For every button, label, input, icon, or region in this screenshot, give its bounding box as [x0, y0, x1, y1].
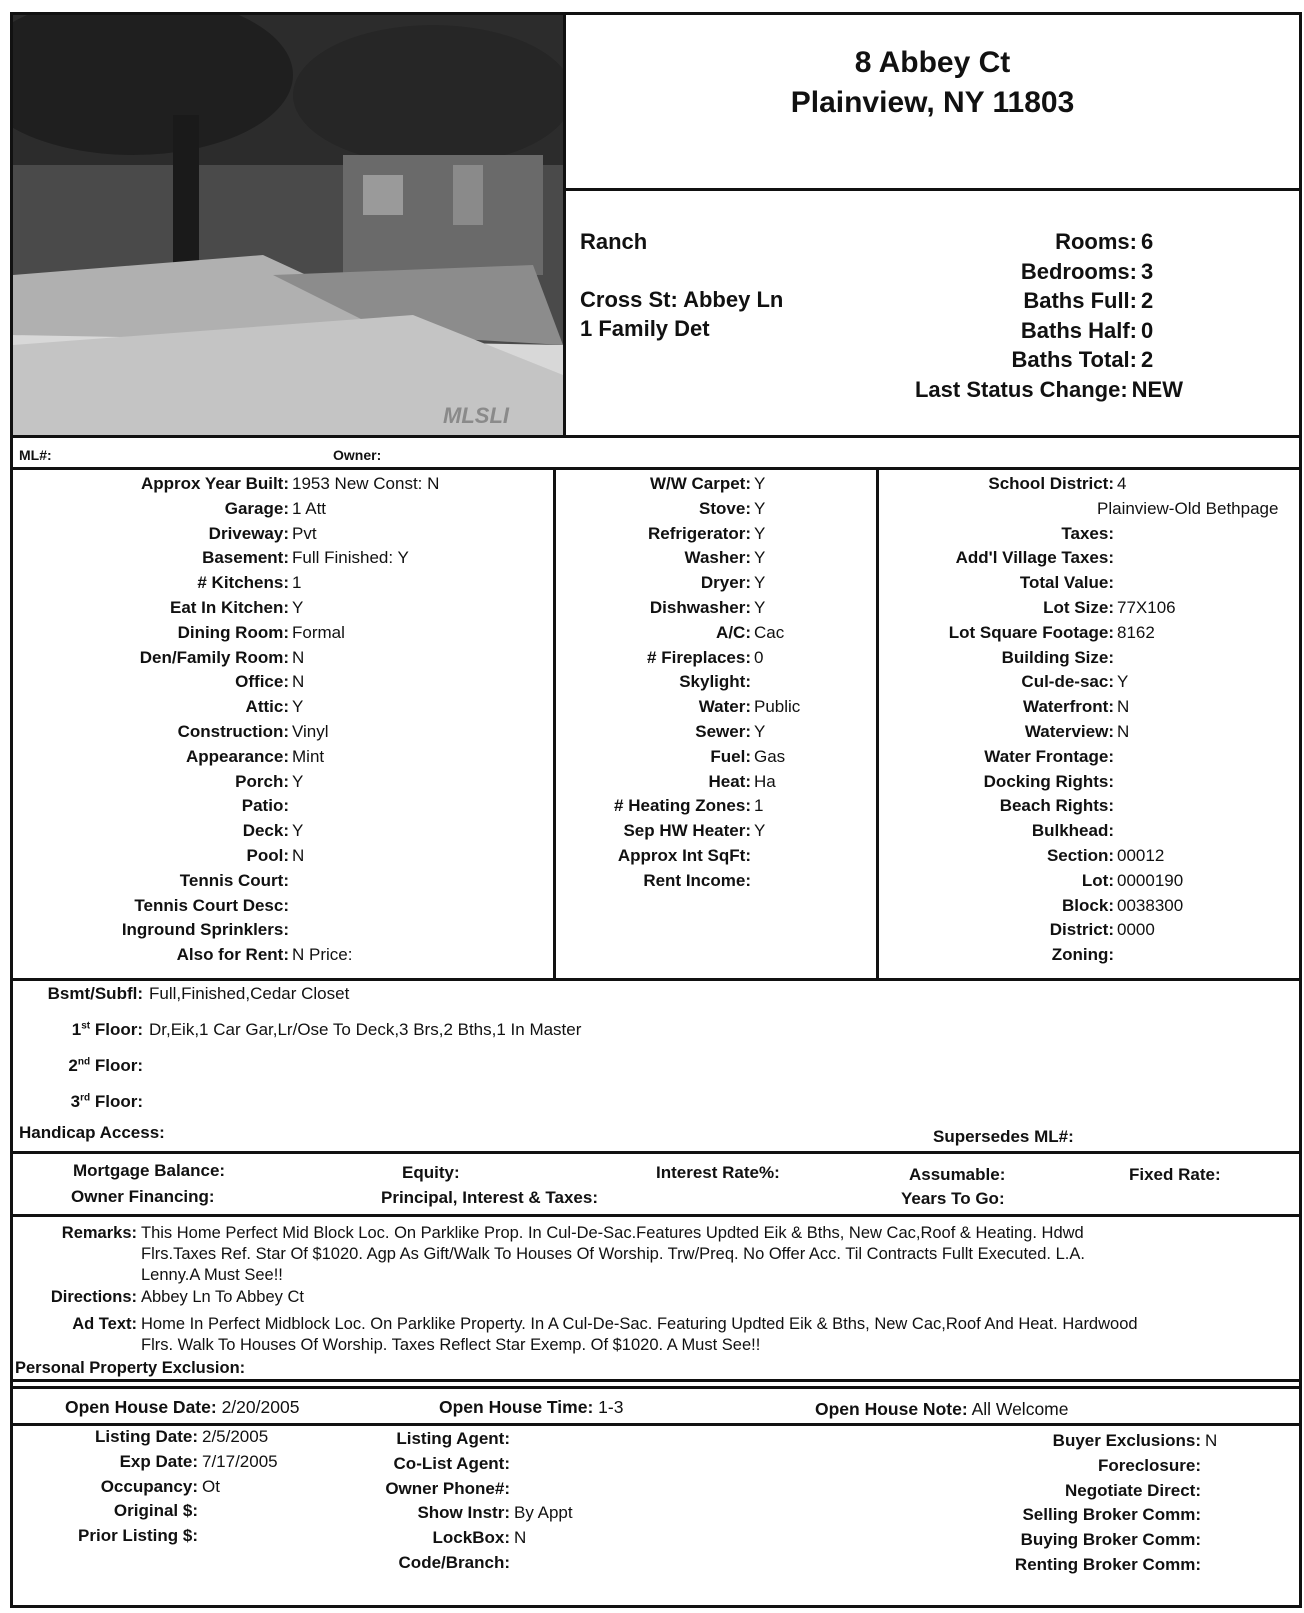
field-label: Docking Rights:: [983, 771, 1114, 791]
directions-value: Abbey Ln To Abbey Ct: [141, 1288, 304, 1306]
field-value: 1: [754, 796, 764, 816]
field-label: District:: [1049, 920, 1114, 940]
field-value: Y: [754, 498, 766, 518]
field-label: Stove:: [699, 498, 751, 518]
field-value: [1114, 745, 1117, 770]
field-value: 0038300: [1117, 895, 1184, 915]
field-value: Y: [754, 821, 766, 841]
divider: [13, 1386, 1299, 1389]
field-label: Beach Rights:: [999, 796, 1114, 816]
field-label: Approx Int SqFt:: [617, 845, 751, 865]
field-label: Listing Agent:: [396, 1429, 510, 1448]
stat-label: Baths Half:: [1020, 317, 1137, 343]
field-label: Cul-de-sac:: [1021, 672, 1114, 692]
cross-street: Cross St: Abbey Ln: [580, 287, 784, 312]
divider: [13, 1151, 1299, 1154]
field-value: N: [1117, 721, 1130, 741]
field-value: Y: [754, 523, 766, 543]
field-label: Buying Broker Comm:: [1020, 1530, 1201, 1550]
field-value: [751, 869, 754, 894]
field-rent-income: [556, 869, 876, 894]
field-eat-in-kitchen: [13, 596, 553, 621]
field-label: Patio:: [241, 796, 289, 816]
open-house-date: Open House Date: 2/20/2005: [65, 1397, 300, 1417]
field-value: 77X106: [1117, 597, 1176, 617]
years-to-go-label: Years To Go:: [901, 1189, 1005, 1208]
field-label: Total Value:: [1019, 573, 1114, 593]
field-label: # Kitchens:: [197, 573, 289, 593]
summary-left: [580, 227, 783, 343]
summary-stat-baths-half: [915, 316, 1183, 346]
field-label: A/C:: [716, 622, 751, 642]
field-foreclosure: [893, 1454, 1217, 1479]
address-city: Plainview, NY 11803: [790, 86, 1075, 119]
field-label: School District:: [988, 474, 1114, 493]
field-value: Y: [754, 474, 766, 493]
field-label: Appearance:: [186, 746, 289, 766]
field-value: [1114, 770, 1117, 795]
house-photo-image: [13, 15, 563, 435]
field-value: [1201, 1479, 1205, 1504]
field-lot-size: [879, 596, 1299, 621]
divider: [13, 978, 1299, 981]
stat-label: Rooms:: [1055, 229, 1137, 254]
field-value: [1114, 794, 1117, 819]
field-lockbox: [263, 1526, 573, 1551]
field-label: Prior Listing $:: [78, 1526, 198, 1546]
field-label: Add'l Village Taxes:: [955, 548, 1114, 568]
field-show-instr: [263, 1501, 573, 1526]
address-street: 8 Abbey Ct: [854, 46, 1011, 79]
field-label: Buyer Exclusions:: [1052, 1431, 1201, 1450]
adtext-line-1: Home In Perfect Midblock Loc. On Parklike Property. In A Cul-De-Sac. Featuring Updted Eik & Bths, New Cac,Roof And Heat. Hardwood: [141, 1315, 1138, 1333]
field-pool: [13, 844, 553, 869]
field-value: Full Finished: Y: [292, 548, 409, 568]
ml-row: [13, 445, 1299, 467]
field-value: Ha: [754, 771, 776, 791]
first-floor-label: 1st Floor:: [71, 1020, 143, 1039]
field-value: N: [1205, 1431, 1218, 1450]
field-owner-phone: [263, 1477, 573, 1502]
field-value: Gas: [754, 746, 786, 766]
field-listing-agent: [263, 1427, 573, 1452]
field-value: [1114, 522, 1117, 547]
field-label: # Heating Zones:: [614, 796, 751, 816]
stat-label: Bedrooms:: [1020, 258, 1137, 284]
second-floor-label: 2nd Floor:: [68, 1056, 143, 1075]
owner-label: Owner:: [333, 447, 382, 463]
field-value: Y: [292, 597, 304, 617]
field-buying-broker-comm: [893, 1528, 1217, 1553]
field-water: [556, 695, 876, 720]
field-label: Fuel:: [710, 746, 751, 766]
field-value: Formal: [292, 622, 345, 642]
field-label: Tennis Court Desc:: [134, 895, 289, 915]
stat-value: 3: [1141, 258, 1154, 284]
field-approx-year-built: [13, 472, 553, 497]
divider: [13, 1379, 1299, 1382]
field-buyer-exclusions: [893, 1429, 1217, 1454]
supersedes-label: Supersedes ML#:: [933, 1127, 1074, 1146]
field-value: Y: [754, 548, 766, 568]
field-label: Lot:: [1081, 870, 1114, 890]
field-label: Deck:: [242, 821, 289, 841]
summary-stat-last-status-change: [915, 375, 1183, 405]
field-label: Water Frontage:: [984, 746, 1114, 766]
remarks-section: [13, 1215, 1299, 1380]
detail-column-2: [556, 472, 876, 894]
field-skylight: [556, 670, 876, 695]
field-district: [879, 918, 1299, 943]
summary-stat-bedrooms: [915, 257, 1183, 287]
remarks-line-2: Flrs.Taxes Ref. Star Of $1020. Agp As Gift/Walk To Houses Of Worship. Trw/Preq. No Offer Acc. Til Contracts Fullt Executed. L.A.: [141, 1245, 1085, 1263]
field-label: Negotiate Direct:: [1064, 1480, 1201, 1500]
field-value: Y: [292, 697, 304, 717]
ml-number-label: ML#:: [19, 447, 52, 463]
open-house-note: Open House Note: All Welcome: [815, 1399, 1069, 1419]
field-label: Building Size:: [1001, 647, 1114, 667]
field-value: [1201, 1553, 1205, 1578]
field-lot-square-footage: [879, 621, 1299, 646]
field-sewer: [556, 720, 876, 745]
field-value: 0: [754, 647, 764, 667]
field-label: Pool:: [246, 845, 289, 865]
divider: [13, 435, 1299, 438]
field-value: [751, 670, 754, 695]
field-label: Lot Square Footage:: [948, 622, 1114, 642]
stat-value: 2: [1141, 288, 1154, 313]
field-value: Y: [1117, 672, 1129, 692]
field-value: 8162: [1117, 622, 1155, 642]
listing-left-column: [13, 1425, 278, 1549]
field-label: Inground Sprinklers:: [121, 920, 289, 940]
field-label: Water:: [698, 697, 751, 717]
property-photo: [13, 15, 563, 435]
field-value: By Appt: [514, 1503, 573, 1523]
adtext-label: Ad Text:: [72, 1315, 137, 1333]
field-waterfront: [879, 695, 1299, 720]
field-value: N: [514, 1528, 527, 1548]
field-lot: [879, 869, 1299, 894]
field-label: Office:: [235, 672, 289, 692]
directions-label: Directions:: [50, 1288, 137, 1306]
field-cul-de-sac: [879, 670, 1299, 695]
field-label: Occupancy:: [100, 1476, 198, 1496]
mortgage-balance-label: Mortgage Balance:: [73, 1161, 226, 1180]
field-co-list-agent: [263, 1452, 573, 1477]
field-label: Driveway:: [208, 523, 289, 543]
field-label: Bulkhead:: [1031, 821, 1114, 841]
property-style: Ranch: [580, 229, 648, 254]
field-renting-broker-comm: [893, 1553, 1217, 1578]
address-block: [566, 15, 1299, 190]
stat-value: 0: [1141, 317, 1154, 343]
field-tennis-court: [13, 869, 553, 894]
stat-value: NEW: [1131, 376, 1183, 402]
field-value: Cac: [754, 622, 785, 642]
field-dryer: [556, 571, 876, 596]
field-tennis-court-desc: [13, 894, 553, 919]
field-total-value: [879, 571, 1299, 596]
summary-stat-rooms: [915, 227, 1183, 257]
field-refrigerator: [556, 522, 876, 547]
field-label: Code/Branch:: [398, 1552, 510, 1572]
field-stove: [556, 497, 876, 522]
owner-financing-label: Owner Financing:: [71, 1187, 215, 1206]
field-value: [1201, 1454, 1205, 1479]
field-label: Original $:: [113, 1501, 198, 1521]
field-approx-int-sqft: [556, 844, 876, 869]
field-code-branch: [263, 1551, 573, 1576]
field-water-frontage: [879, 745, 1299, 770]
field-value: 2/5/2005: [202, 1427, 269, 1446]
field-value: 1 Att: [292, 498, 327, 518]
field-value: [510, 1477, 514, 1502]
field-label: Dishwasher:: [649, 597, 751, 617]
field-label: Also for Rent:: [176, 945, 289, 965]
field-label: Dryer:: [700, 573, 751, 593]
field-w-w-carpet: [556, 472, 876, 497]
field-block: [879, 894, 1299, 919]
field-value: Pvt: [292, 523, 317, 543]
field-add-l-village-taxes: [879, 546, 1299, 571]
assumable-label: Assumable:: [909, 1165, 1006, 1184]
summary-stats: [915, 227, 1183, 404]
personal-property-exclusion-label: Personal Property Exclusion:: [15, 1359, 246, 1377]
field-value: [751, 844, 754, 869]
field-zoning: [879, 943, 1299, 968]
field-original: [13, 1499, 278, 1524]
field-listing-date: [13, 1425, 278, 1450]
field-value: Y: [292, 771, 304, 791]
field-fuel: [556, 745, 876, 770]
field-den-family-room: [13, 646, 553, 671]
field-value: [1201, 1528, 1205, 1553]
field-label: Rent Income:: [643, 870, 751, 890]
field-attic: [13, 695, 553, 720]
field-label: Heat:: [708, 771, 751, 791]
open-house-time: Open House Time: 1-3: [439, 1397, 624, 1417]
field-value: 0000: [1117, 920, 1155, 940]
field-value: N Price:: [292, 945, 353, 965]
field-garage: [13, 497, 553, 522]
field-beach-rights: [879, 794, 1299, 819]
field-value: [1114, 546, 1117, 571]
field-driveway: [13, 522, 553, 547]
field-label: Renting Broker Comm:: [1014, 1554, 1201, 1574]
field-basement: [13, 546, 553, 571]
field-value: [1114, 819, 1117, 844]
bsmt-value: Full,Finished,Cedar Closet: [149, 984, 350, 1003]
field-kitchens: [13, 571, 553, 596]
property-type: 1 Family Det: [580, 316, 710, 341]
field-label: Waterfront:: [1023, 697, 1114, 717]
field-value: [198, 1524, 202, 1549]
field-value: [289, 894, 292, 919]
field-continued: [879, 497, 1299, 522]
stat-label: Last Status Change:: [914, 376, 1128, 402]
detail-column-1: [13, 472, 553, 968]
field-selling-broker-comm: [893, 1503, 1217, 1528]
listing-mid-column: [263, 1427, 573, 1576]
field-label: Approx Year Built:: [141, 474, 289, 493]
field-label: Eat In Kitchen:: [169, 597, 289, 617]
field-deck: [13, 819, 553, 844]
field-label: Refrigerator:: [648, 523, 751, 543]
pit-label: Principal, Interest & Taxes:: [381, 1188, 598, 1207]
field-office: [13, 670, 553, 695]
field-label: Exp Date:: [119, 1451, 198, 1471]
field-label: Selling Broker Comm:: [1022, 1505, 1201, 1525]
field-value: Plainview-Old Bethpage: [1097, 498, 1279, 518]
fixed-rate-label: Fixed Rate:: [1129, 1165, 1221, 1184]
field-value: [289, 794, 292, 819]
field-label: Owner Phone#:: [385, 1478, 510, 1498]
field-label: Washer:: [684, 548, 751, 568]
field-label: Lot Size:: [1043, 597, 1114, 617]
field-value: Y: [292, 821, 304, 841]
field-fireplaces: [556, 646, 876, 671]
field-label: Den/Family Room:: [139, 647, 289, 667]
field-label: Porch:: [235, 771, 289, 791]
field-exp-date: [13, 1450, 278, 1475]
field-value: N: [292, 647, 305, 667]
field-label: Block:: [1062, 895, 1114, 915]
field-building-size: [879, 646, 1299, 671]
field-value: [289, 918, 292, 943]
field-a-c: [556, 621, 876, 646]
listing-sheet: [10, 12, 1302, 1608]
remarks-label: Remarks:: [61, 1224, 137, 1242]
field-also-for-rent: [13, 943, 553, 968]
field-value: [289, 869, 292, 894]
stat-label: Baths Total:: [1011, 347, 1137, 372]
field-label: Garage:: [224, 498, 289, 518]
field-value: Vinyl: [292, 721, 329, 741]
field-construction: [13, 720, 553, 745]
field-appearance: [13, 745, 553, 770]
field-label: [879, 497, 1094, 522]
field-value: Mint: [292, 746, 325, 766]
field-value: 4: [1117, 474, 1127, 493]
field-value: 1953 New Const: N: [292, 474, 440, 493]
field-value: [510, 1452, 514, 1477]
field-label: LockBox:: [432, 1528, 510, 1548]
detail-column-3: [879, 472, 1299, 968]
field-prior-listing: [13, 1524, 278, 1549]
field-label: Co-List Agent:: [393, 1453, 510, 1473]
field-label: Listing Date:: [95, 1427, 198, 1446]
field-value: [510, 1427, 514, 1452]
field-school-district: [879, 472, 1299, 497]
adtext-line-2: Flrs. Walk To Houses Of Worship. Taxes Reflect Star Exemp. Of $1020. A Must See!!: [141, 1336, 761, 1354]
first-floor-value: Dr,Eik,1 Car Gar,Lr/Ose To Deck,3 Brs,2 Bths,1 In Master: [149, 1020, 582, 1039]
third-floor-label: 3rd Floor:: [70, 1092, 143, 1111]
field-label: Dining Room:: [177, 622, 289, 642]
field-value: 7/17/2005: [202, 1451, 278, 1471]
field-occupancy: [13, 1475, 278, 1500]
summary-stat-baths-total: [915, 345, 1183, 375]
field-value: Y: [754, 721, 766, 741]
field-value: 0000190: [1117, 870, 1184, 890]
field-value: Y: [754, 573, 766, 593]
field-value: 1: [292, 573, 302, 593]
field-heat: [556, 770, 876, 795]
field-value: [1114, 943, 1117, 968]
field-label: Basement:: [202, 548, 289, 568]
field-label: # Fireplaces:: [647, 647, 751, 667]
field-value: Public: [754, 697, 801, 717]
stat-value: 2: [1141, 347, 1154, 372]
field-label: Tennis Court:: [179, 870, 289, 890]
stat-label: Baths Full:: [1023, 288, 1137, 313]
field-label: Construction:: [177, 721, 289, 741]
address-divider: [566, 188, 1299, 191]
summary-stat-baths-full: [915, 286, 1183, 316]
field-value: N: [1117, 697, 1130, 717]
divider: [13, 467, 1299, 470]
field-negotiate-direct: [893, 1479, 1217, 1504]
field-bulkhead: [879, 819, 1299, 844]
stat-value: 6: [1141, 229, 1154, 254]
field-label: Section:: [1046, 845, 1114, 865]
field-value: [1114, 646, 1117, 671]
field-label: Taxes:: [1061, 523, 1114, 543]
field-value: 00012: [1117, 845, 1165, 865]
field-inground-sprinklers: [13, 918, 553, 943]
field-value: Y: [754, 597, 766, 617]
field-patio: [13, 794, 553, 819]
field-value: N: [292, 672, 305, 692]
field-dishwasher: [556, 596, 876, 621]
field-porch: [13, 770, 553, 795]
equity-label: Equity:: [402, 1163, 460, 1182]
listing-right-column: [893, 1429, 1217, 1578]
handicap-access-label: Handicap Access:: [19, 1123, 165, 1142]
interest-rate-label: Interest Rate%:: [656, 1163, 780, 1182]
field-value: [1114, 571, 1117, 596]
field-label: Skylight:: [679, 672, 751, 692]
field-value: Ot: [202, 1476, 220, 1496]
field-docking-rights: [879, 770, 1299, 795]
field-label: Waterview:: [1024, 721, 1114, 741]
bsmt-label: Bsmt/Subfl:: [47, 984, 143, 1003]
field-value: [510, 1551, 514, 1576]
field-value: N: [292, 845, 305, 865]
field-heating-zones: [556, 794, 876, 819]
field-taxes: [879, 522, 1299, 547]
field-label: Show Instr:: [417, 1503, 510, 1523]
field-label: Zoning:: [1051, 945, 1114, 965]
field-dining-room: [13, 621, 553, 646]
field-label: Sep HW Heater:: [623, 821, 751, 841]
field-value: [198, 1499, 202, 1524]
remarks-line-3: Lenny.A Must See!!: [141, 1266, 283, 1284]
field-label: Attic:: [245, 697, 289, 717]
field-value: [1201, 1503, 1205, 1528]
field-label: Foreclosure:: [1098, 1455, 1201, 1475]
field-label: W/W Carpet:: [649, 474, 751, 493]
field-washer: [556, 546, 876, 571]
field-waterview: [879, 720, 1299, 745]
field-sep-hw-heater: [556, 819, 876, 844]
field-label: Sewer:: [695, 721, 751, 741]
photo-watermark: MLSLI: [443, 403, 509, 428]
remarks-line-1: This Home Perfect Mid Block Loc. On Parklike Prop. In Cul-De-Sac.Features Updted Eik & Bths, New Cac,Roof & Heating. Hdwd: [141, 1224, 1084, 1242]
field-section: [879, 844, 1299, 869]
